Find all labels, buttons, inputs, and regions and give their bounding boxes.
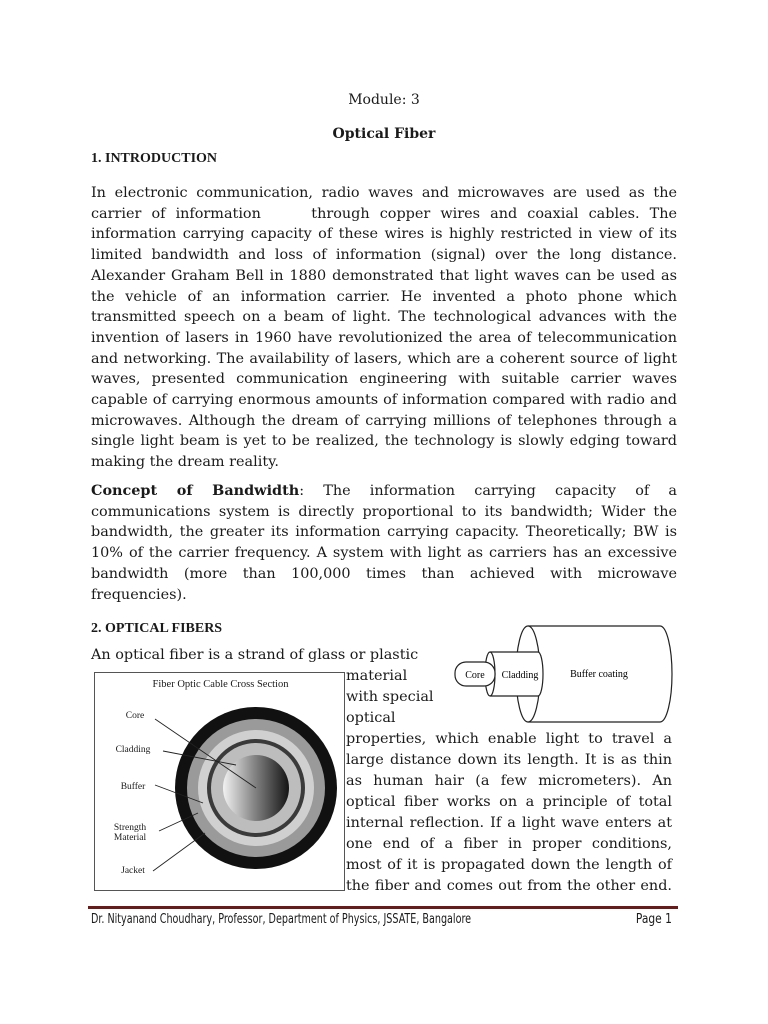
footer-text: Dr. Nityanand Choudhary, Professor, Department of Physics, JSSATE, Bangalore: [91, 912, 472, 927]
cs-jacket-label: Jacket: [121, 866, 145, 876]
bandwidth-text: : The information carrying capacity of a communications system is directly proportional to its bandwidth; Wider the bandwidth, the greater its information carrying capacity. Theoretically; BW is 10% of the carrier frequency. A system with light as carriers has an excessive bandwidth (more than 100,000 times than achieved with microwave frequencies).: [91, 483, 677, 603]
optical-fiber-side-text: [346, 666, 672, 897]
side-line: optical: [346, 710, 396, 726]
page-number: Page 1: [636, 912, 672, 927]
side-line: as human hair (a few micrometers). An: [346, 773, 672, 789]
side-line: most of it is propagated down the length of: [346, 857, 672, 873]
bandwidth-paragraph: [91, 481, 677, 605]
introduction-paragraph: In electronic communication, radio waves and microwaves are used as the carrier of information through copper wires and coaxial cables. The information carrying capacity of these wires is highly restricted in view of its limited bandwidth and loss of information (signal) over the long distance. Alexander Graham Bell in 1880 demonstrated that light waves can be used as the vehicle of an information carrier. He invented a photo phone which transmitted speech on a beam of light. The technological advances with the invention of lasers in 1960 have revolutionized the area of telecommunication and networking. The availability of lasers, which are a coherent source of light waves, presented communication engineering with suitable carrier waves capable of carrying enormous amounts of information compared with radio and microwaves. Although the dream of carrying millions of telephones through a single light beam is yet to be realized, the technology is slowly edging toward making the dream reality.: [91, 185, 677, 471]
footer-rule: [88, 906, 678, 909]
module-label: Module: 3: [348, 92, 420, 108]
bandwidth-term: Concept of Bandwidth: [91, 482, 300, 499]
side-line: properties, which enable light to travel a: [346, 731, 672, 747]
figure-title: Fiber Optic Cable Cross Section: [152, 679, 289, 690]
cs-core-label: Core: [125, 711, 145, 721]
cladding-label: Cladding: [501, 670, 539, 681]
side-line: the fiber and comes out from the other end.: [346, 878, 672, 894]
cs-strength-line2: Material: [113, 833, 147, 843]
core-label: Core: [465, 670, 485, 681]
buffer-coating-label: Buffer coating: [570, 669, 628, 680]
side-line: one end of a fiber in proper conditions,: [346, 836, 672, 852]
cs-cladding-label: Cladding: [115, 745, 151, 755]
section-heading-introduction: 1. INTRODUCTION: [91, 151, 218, 166]
section-heading-optical-fibers: 2. OPTICAL FIBERS: [91, 621, 223, 636]
side-line: with special: [346, 689, 434, 705]
side-line: large distance down its length. It is as thin: [346, 752, 672, 768]
side-line: internal reflection. If a light wave enters at: [346, 815, 672, 831]
cs-buffer-label: Buffer: [120, 782, 146, 792]
cs-strength-label: [109, 823, 151, 843]
cs-strength-line1: Strength: [113, 823, 147, 833]
page-title: Optical Fiber: [332, 126, 436, 142]
cross-section-figure: [94, 672, 345, 891]
side-line: optical fiber works on a principle of total: [346, 794, 672, 810]
side-line: material: [346, 668, 408, 684]
optical-fiber-intro: An optical fiber is a strand of glass or plastic: [91, 647, 419, 663]
